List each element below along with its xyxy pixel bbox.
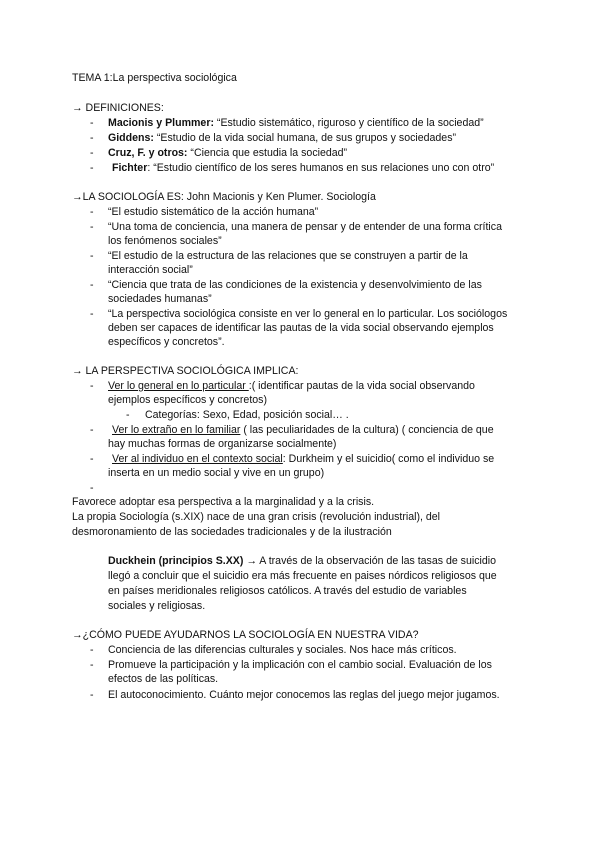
sociologia-item: “Ciencia que trata de las condiciones de la existencia y desenvolvimiento de las: [108, 279, 482, 291]
sociologia-item: “La perspectiva sociológica consiste en ver lo general en lo particular. Los sociólogos: [108, 308, 508, 320]
perspectiva-subitem: Categorías: Sexo, Edad, posición social… .: [145, 409, 349, 421]
bullet-dash: -: [90, 117, 94, 129]
perspectiva-item: Ver lo extraño en lo familiar ( las peculiaridades de la cultura) ( conciencia de que: [112, 424, 494, 436]
definition-item: Giddens: “Estudio de la vida social humana, de sus grupos y sociedades”: [108, 132, 457, 144]
durkheim-paragraph: Duckhein (principios S.XX) → A través de la observación de las tasas de suicidio: [108, 555, 497, 567]
perspectiva-item: Ver al individuo en el contexto social: Durkheim y el suicidio( como el individuo se: [112, 453, 495, 465]
definiciones-heading: → DEFINICIONES:: [72, 102, 164, 114]
bullet-dash: -: [90, 132, 94, 144]
durkheim-line: sociales y religiosas.: [108, 600, 206, 612]
ayuda-heading: →¿CÓMO PUEDE AYUDARNOS LA SOCIOLOGÍA EN NUESTRA VIDA?: [72, 629, 419, 641]
sociologia-item-cont: deben ser capaces de identificar las pautas de la vida social observando ejemplos: [108, 322, 494, 334]
sociologia-item: “El estudio sistemático de la acción humana”: [108, 206, 319, 218]
sociologia-item-cont: los fenómenos sociales”: [108, 235, 222, 247]
bullet-dash: -: [90, 689, 94, 701]
bullet-dash: -: [90, 147, 94, 159]
page-title: TEMA 1:La perspectiva sociológica: [72, 72, 237, 84]
bullet-dash: -: [90, 308, 94, 320]
bullet-dash: -: [90, 659, 94, 671]
paragraph: Favorece adoptar esa perspectiva a la marginalidad y a la crisis.: [72, 496, 375, 508]
perspectiva-item-cont: inserta en un medio social y vive en un grupo): [108, 467, 325, 479]
sociologia-item: “Una toma de conciencia, una manera de pensar y de entender de una forma crítica: [108, 221, 502, 233]
sociologia-item: “El estudio de la estructura de las relaciones que se construyen a partir de la: [108, 250, 468, 262]
durkheim-line: en países meridionales religiosos católicos. A través del estudio de variables: [108, 585, 467, 597]
perspectiva-item-cont: ejemplos específicos y concretos): [108, 394, 267, 406]
sociologia-item-cont: específicos y concretos”.: [108, 336, 225, 348]
bullet-dash: -: [90, 644, 94, 656]
durkheim-line: llegó a concluir que el suicidio era más frecuente en paises nórdicos religiosos que: [108, 570, 497, 582]
bullet-dash: -: [90, 250, 94, 262]
perspectiva-heading: → LA PERSPECTIVA SOCIOLÓGICA IMPLICA:: [72, 365, 299, 377]
bullet-dash: -: [90, 380, 94, 392]
ayuda-item: Conciencia de las diferencias culturales y sociales. Nos hace más críticos.: [108, 644, 457, 656]
bullet-dash: -: [90, 453, 94, 465]
paragraph: La propia Sociología (s.XIX) nace de una gran crisis (revolución industrial), del: [72, 511, 441, 523]
perspectiva-item: Ver lo general en lo particular :( identificar pautas de la vida social observando: [108, 380, 475, 392]
bullet-dash: -: [90, 162, 94, 174]
bullet-dash: -: [90, 221, 94, 233]
bullet-dash: -: [90, 424, 94, 436]
bullet-dash: -: [126, 409, 130, 421]
sociologia-item-cont: interacción social”: [108, 264, 193, 276]
sociologia-item-cont: sociedades humanas”: [108, 293, 212, 305]
definition-item: Cruz, F. y otros: “Ciencia que estudia la sociedad”: [108, 147, 348, 159]
definition-item: Fichter: “Estudio científico de los seres humanos en sus relaciones uno con otro”: [112, 162, 495, 174]
bullet-dash: -: [90, 279, 94, 291]
definition-item: Macionis y Plummer: “Estudio sistemático, riguroso y científico de la sociedad”: [108, 117, 484, 129]
perspectiva-item-cont: hay muchas formas de organizarse socialmente): [108, 438, 337, 450]
ayuda-item-cont: efectos de las políticas.: [108, 673, 219, 685]
bullet-dash: -: [90, 206, 94, 218]
paragraph: desmoronamiento de las sociedades tradicionales y de la ilustración: [72, 526, 392, 538]
sociologia-heading: →LA SOCIOLOGÍA ES: John Macionis y Ken Plumer. Sociología: [72, 191, 376, 203]
bullet-dash: -: [90, 482, 94, 494]
ayuda-item: El autoconocimiento. Cuánto mejor conocemos las reglas del juego mejor jugamos.: [108, 689, 500, 701]
ayuda-item: Promueve la participación y la implicación con el cambio social. Evaluación de los: [108, 659, 492, 671]
